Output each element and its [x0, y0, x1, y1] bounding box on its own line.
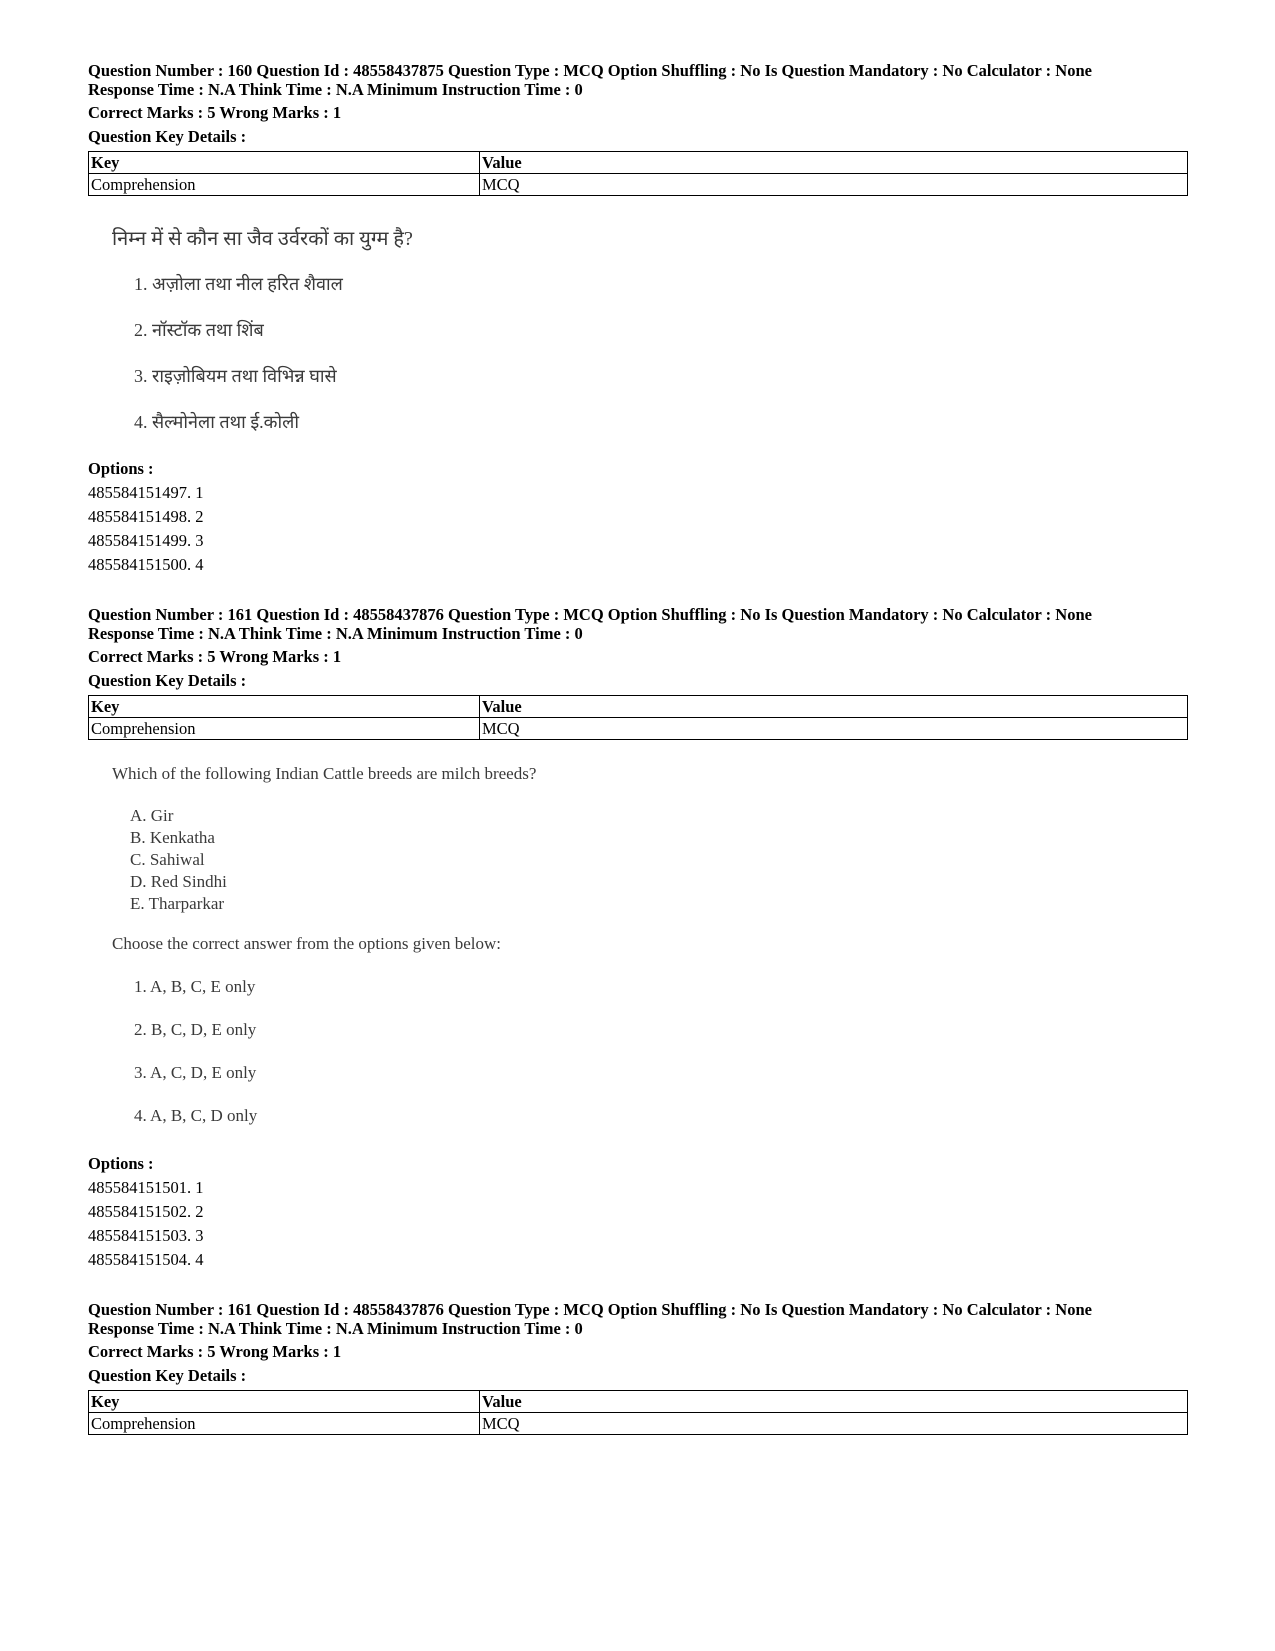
question-160-options — [88, 459, 1188, 577]
question-stem: निम्न में से कौन सा जैव उर्वरकों का युग्म है? — [112, 228, 413, 250]
key-table-row-value: MCQ — [480, 174, 1188, 196]
question-choice: 2. B, C, D, E only — [134, 1020, 257, 1039]
question-choice: 4. सैल्मोनेला तथा ई.कोली — [134, 412, 300, 432]
key-table-header-key: Key — [89, 152, 480, 174]
question-choice: 3. A, C, D, E only — [134, 1063, 257, 1082]
question-161-options — [88, 1154, 1188, 1272]
question-meta-line2: Response Time : N.A Think Time : N.A Minimum Instruction Time : 0 — [88, 80, 583, 99]
question-choice: 1. A, B, C, E only — [134, 977, 256, 996]
question-item: C. Sahiwal — [130, 850, 205, 869]
key-table-row-key: Comprehension — [89, 174, 480, 196]
question-meta-line2: Response Time : N.A Think Time : N.A Minimum Instruction Time : 0 — [88, 1319, 583, 1338]
question-choice: 3. राइज़ोबियम तथा विभिन्न घासे — [134, 366, 337, 386]
question-key-table — [88, 1390, 1188, 1435]
question-key-details-label: Question Key Details : — [88, 671, 247, 690]
question-choice: 4. A, B, C, D only — [134, 1106, 258, 1125]
question-key-table — [88, 695, 1188, 740]
key-table-header-value: Value — [480, 696, 1188, 718]
option-item: 485584151502. 2 — [88, 1202, 204, 1221]
question-item: A. Gir — [130, 806, 174, 825]
question-meta-line1: Question Number : 161 Question Id : 48558437876 Question Type : MCQ Option Shuffling : No Is Question Mandatory : No Calculator : None — [88, 605, 1092, 624]
key-table-header-key: Key — [89, 1391, 480, 1413]
key-table-row-key: Comprehension — [89, 718, 480, 740]
key-table-header-value: Value — [480, 152, 1188, 174]
option-item: 485584151499. 3 — [88, 531, 204, 550]
question-key-details-label: Question Key Details : — [88, 1366, 247, 1385]
option-item: 485584151497. 1 — [88, 483, 204, 502]
option-item: 485584151498. 2 — [88, 507, 204, 526]
key-table-row — [89, 718, 1188, 740]
key-table-row — [89, 174, 1188, 196]
key-table-header-row — [89, 1391, 1188, 1413]
question-160-header — [88, 61, 1188, 196]
question-item: D. Red Sindhi — [130, 872, 227, 891]
key-table-header-key: Key — [89, 696, 480, 718]
option-item: 485584151503. 3 — [88, 1226, 204, 1245]
key-table-row-value: MCQ — [480, 1413, 1188, 1435]
question-marks: Correct Marks : 5 Wrong Marks : 1 — [88, 1342, 342, 1361]
key-table-header-row — [89, 696, 1188, 718]
key-table-row — [89, 1413, 1188, 1435]
question-marks: Correct Marks : 5 Wrong Marks : 1 — [88, 103, 342, 122]
question-choice: 2. नॉस्टॉक तथा शिंब — [134, 320, 264, 340]
option-item: 485584151504. 4 — [88, 1250, 204, 1269]
question-meta-line2: Response Time : N.A Think Time : N.A Minimum Instruction Time : 0 — [88, 624, 583, 643]
options-label: Options : — [88, 1154, 154, 1173]
key-table-header-value: Value — [480, 1391, 1188, 1413]
key-table-header-row — [89, 152, 1188, 174]
question-choice: 1. अज़ोला तथा नील हरित शैवाल — [134, 274, 343, 294]
question-161-header — [88, 605, 1188, 740]
question-meta-line1: Question Number : 161 Question Id : 48558437876 Question Type : MCQ Option Shuffling : No Is Question Mandatory : No Calculator : None — [88, 1300, 1092, 1319]
question-item: B. Kenkatha — [130, 828, 215, 847]
question-item: E. Tharparkar — [130, 894, 225, 913]
question-key-details-label: Question Key Details : — [88, 127, 247, 146]
option-item: 485584151501. 1 — [88, 1178, 204, 1197]
question-161b-header — [88, 1300, 1188, 1435]
key-table-row-value: MCQ — [480, 718, 1188, 740]
question-instruction: Choose the correct answer from the options given below: — [112, 934, 502, 953]
question-marks: Correct Marks : 5 Wrong Marks : 1 — [88, 647, 342, 666]
question-stem: Which of the following Indian Cattle breeds are milch breeds? — [112, 764, 537, 783]
key-table-row-key: Comprehension — [89, 1413, 480, 1435]
options-label: Options : — [88, 459, 154, 478]
question-meta-line1: Question Number : 160 Question Id : 48558437875 Question Type : MCQ Option Shuffling : No Is Question Mandatory : No Calculator : None — [88, 61, 1092, 80]
question-key-table — [88, 151, 1188, 196]
option-item: 485584151500. 4 — [88, 555, 204, 574]
